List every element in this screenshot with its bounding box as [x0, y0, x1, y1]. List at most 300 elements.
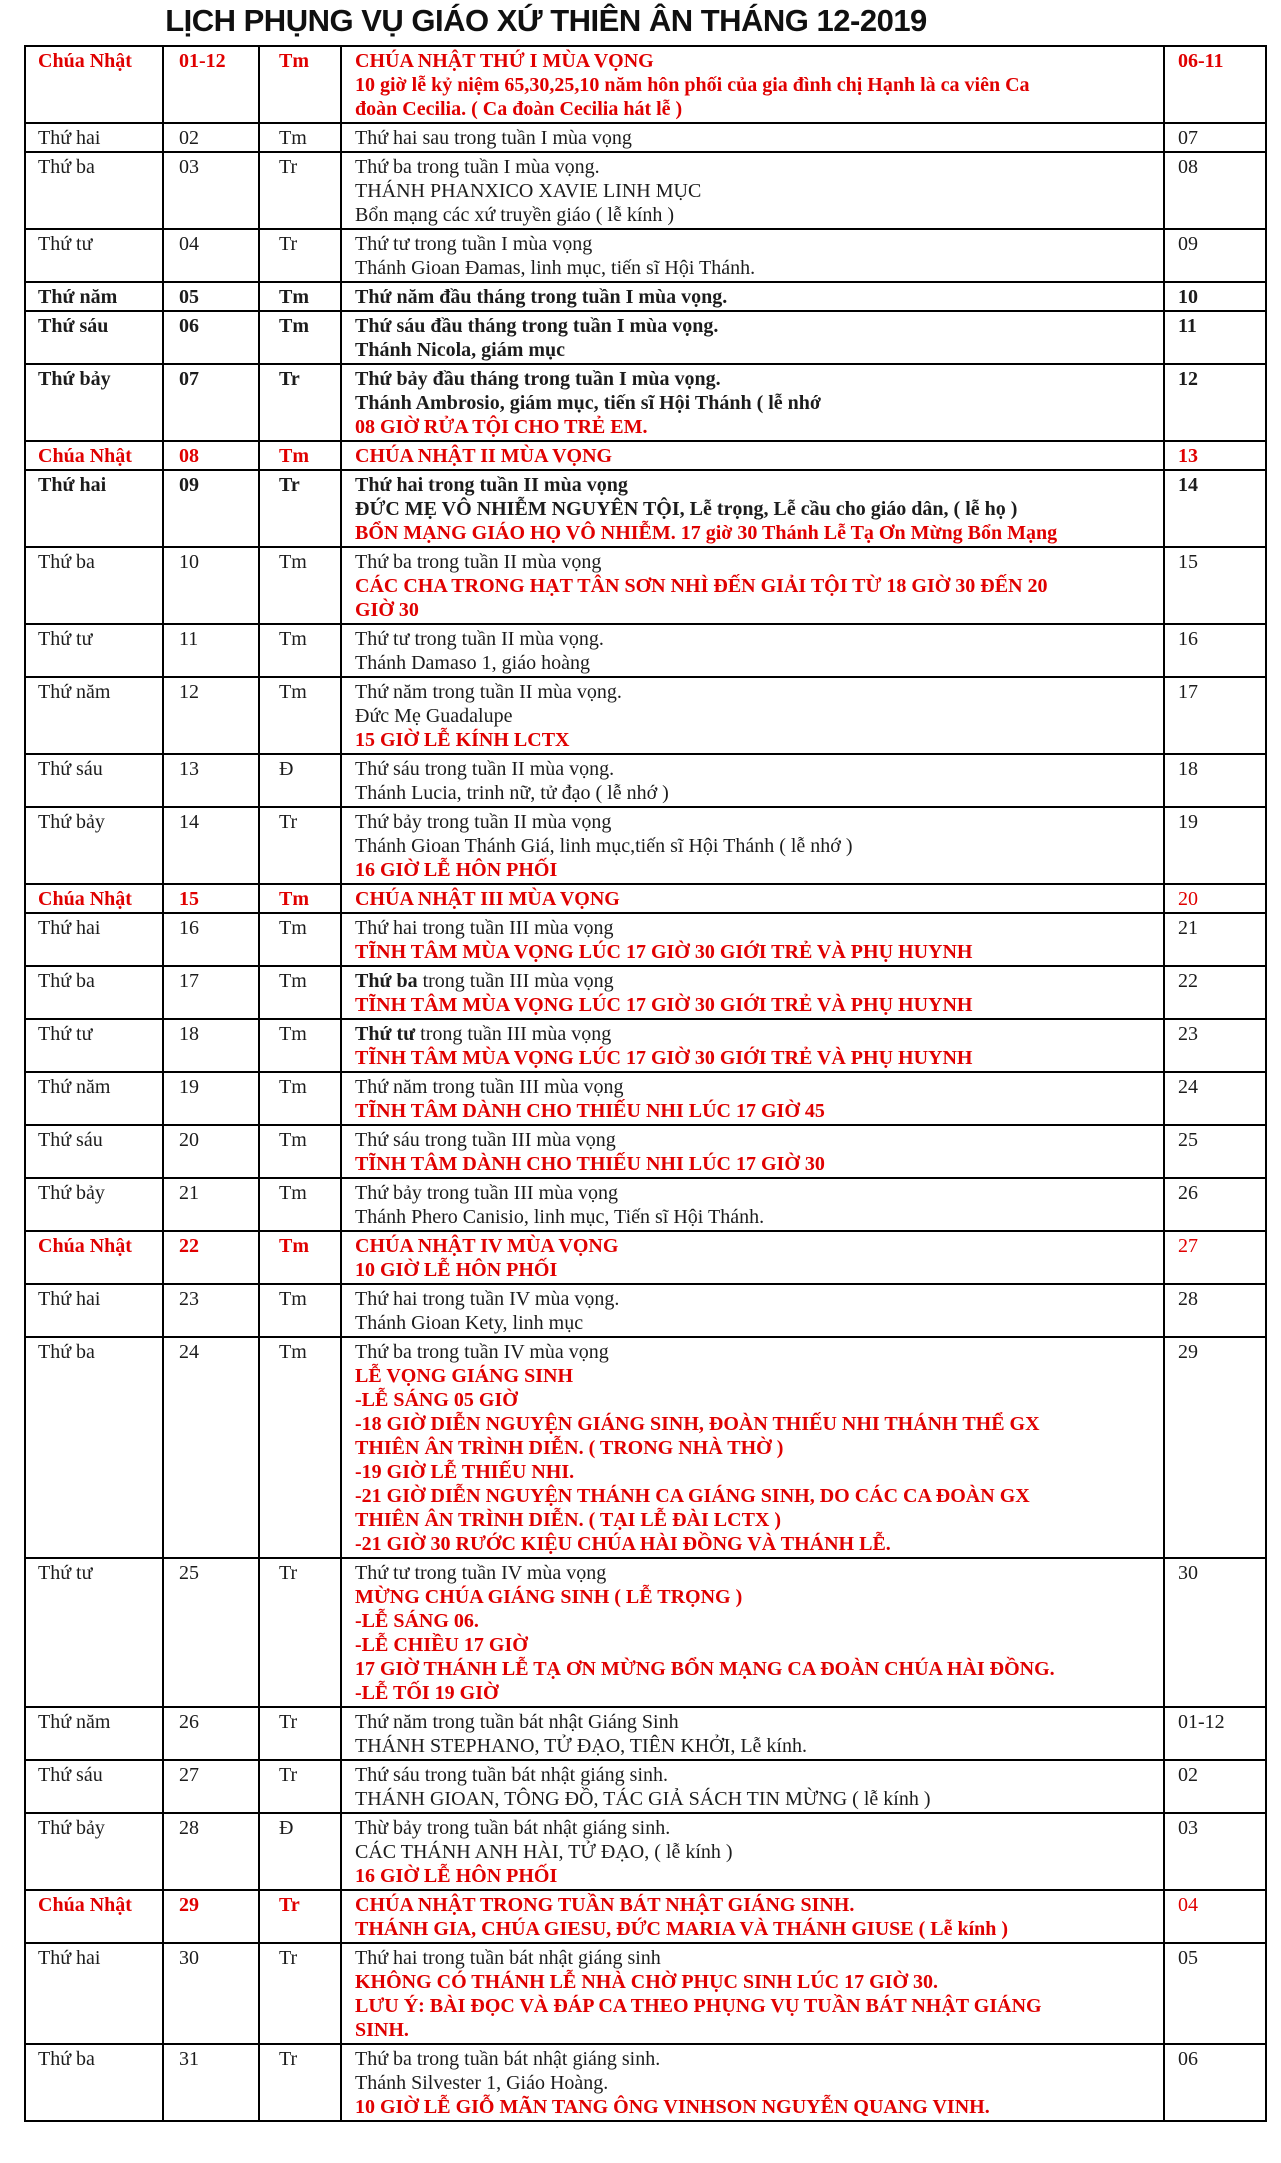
color-code-cell	[259, 1943, 341, 2044]
day-cell	[25, 884, 163, 913]
text-run: Tm	[279, 888, 309, 910]
description-line	[355, 1508, 1159, 1532]
table-row	[25, 1337, 1266, 1558]
text-run: MỪNG CHÚA GIÁNG SINH ( LỄ TRỌNG )	[355, 1586, 743, 1608]
description-cell	[341, 282, 1164, 311]
text-run: -18 GIỜ DIỄN NGUYỆN GIÁNG SINH, ĐOÀN THIẾU NHI THÁNH THỂ GX	[355, 1413, 1040, 1435]
table-row	[25, 1231, 1266, 1284]
text-run: Thứ ba	[38, 1341, 95, 1363]
text-run: 23	[1178, 1023, 1198, 1045]
color-code-cell	[259, 913, 341, 966]
text-run: LỄ VỌNG GIÁNG SINH	[355, 1365, 574, 1387]
day-cell	[25, 1558, 163, 1707]
text-run: 28	[1178, 1288, 1198, 1310]
date-cell	[163, 754, 259, 807]
text-run: Tm	[279, 315, 309, 337]
color-code-cell	[259, 1284, 341, 1337]
text-run: 03	[179, 156, 199, 178]
description-cell	[341, 1890, 1164, 1943]
description-line	[355, 1340, 1159, 1364]
text-run: TĨNH TÂM MÙA VỌNG LÚC 17 GIỜ 30 GIỚI TRẺ VÀ PHỤ HUYNH	[355, 994, 973, 1016]
text-run: Chúa Nhật	[38, 50, 132, 72]
text-run: 19	[1178, 811, 1198, 833]
description-line	[355, 232, 1159, 256]
text-run: Tr	[279, 156, 298, 178]
description-line	[355, 574, 1159, 598]
text-run: Tm	[279, 970, 307, 992]
text-run: 05	[1178, 1947, 1198, 1969]
text-run: Đ	[279, 1817, 294, 1839]
text-run: 12	[179, 681, 199, 703]
text-run: Tm	[279, 1235, 309, 1257]
text-run: CHÚA NHẬT THỨ I MÙA VỌNG	[355, 50, 654, 72]
text-run: GIỜ 30	[355, 599, 419, 621]
text-run: Thứ sáu trong tuần II mùa vọng.	[355, 758, 615, 780]
text-run: CHÚA NHẬT II MÙA VỌNG	[355, 445, 613, 467]
text-run: 10	[179, 551, 199, 573]
text-run: Thánh Gioan Kety, linh mục	[355, 1312, 584, 1334]
text-run: Thánh Gioan Thánh Giá, linh mục,tiến sĩ Hội Thánh ( lễ nhớ )	[355, 835, 853, 857]
description-line	[355, 781, 1159, 805]
text-run: Thứ bảy	[38, 1817, 105, 1839]
description-line	[355, 1561, 1159, 1585]
date-cell	[163, 123, 259, 152]
day-cell	[25, 364, 163, 441]
text-run: 27	[1178, 1235, 1198, 1257]
date-cell	[163, 1943, 259, 2044]
description-line	[355, 1609, 1159, 1633]
lunar-date-cell	[1164, 1231, 1266, 1284]
description-line	[355, 415, 1159, 439]
text-run: Thứ tư	[38, 628, 93, 650]
text-run: Thứ sáu	[38, 758, 103, 780]
text-run: 07	[179, 368, 199, 390]
table-row	[25, 1558, 1266, 1707]
day-cell	[25, 46, 163, 123]
description-line	[355, 1840, 1159, 1864]
description-cell	[341, 311, 1164, 364]
text-run: 07	[1178, 127, 1198, 149]
color-code-cell	[259, 1125, 341, 1178]
color-code-cell	[259, 46, 341, 123]
text-run: CHÚA NHẬT IV MÙA VỌNG	[355, 1235, 619, 1257]
text-run: -LỄ CHIỀU 17 GIỜ	[355, 1634, 528, 1656]
description-cell	[341, 1125, 1164, 1178]
color-code-cell	[259, 1813, 341, 1890]
description-line	[355, 1412, 1159, 1436]
lunar-date-cell	[1164, 1284, 1266, 1337]
description-line	[355, 1181, 1159, 1205]
table-row	[25, 754, 1266, 807]
description-cell	[341, 1943, 1164, 2044]
description-line	[355, 1287, 1159, 1311]
description-cell	[341, 1813, 1164, 1890]
text-run: Thứ hai	[38, 127, 101, 149]
day-cell	[25, 1943, 163, 2044]
text-run: 10 GIỜ LỄ HÔN PHỐI	[355, 1259, 558, 1281]
description-line	[355, 2095, 1159, 2119]
description-line	[355, 126, 1159, 150]
lunar-date-cell	[1164, 913, 1266, 966]
text-run: 27	[179, 1764, 199, 1786]
text-run: Thứ bảy đầu tháng trong tuần I mùa vọng.	[355, 368, 721, 390]
description-line	[355, 203, 1159, 227]
text-run: Tm	[279, 50, 309, 72]
day-cell	[25, 229, 163, 282]
table-row	[25, 547, 1266, 624]
text-run: 24	[1178, 1076, 1198, 1098]
text-run: 10 GIỜ LỄ GIỖ MÃN TANG ÔNG VINHSON NGUYỄN QUANG VINH.	[355, 2096, 990, 2118]
table-row	[25, 46, 1266, 123]
description-line	[355, 1022, 1159, 1046]
text-run: CÁC CHA TRONG HẠT TÂN SƠN NHÌ ĐẾN GIẢI TỘI TỪ 18 GIỜ 30 ĐẾN 20	[355, 575, 1048, 597]
text-run: 16	[179, 917, 199, 939]
text-run: Thứ bảy	[38, 1182, 105, 1204]
text-run: Thứ tư	[38, 1023, 93, 1045]
description-cell	[341, 966, 1164, 1019]
text-run: Thứ ba trong tuần II mùa vọng	[355, 551, 602, 573]
text-run: -21 GIỜ 30 RƯỚC KIỆU CHÚA HÀI ĐỒNG VÀ THÁNH LỄ.	[355, 1533, 891, 1555]
text-run: BỔN MẠNG GIÁO HỌ VÔ NHIỄM. 17 giờ 30 Thánh Lễ Tạ Ơn Mừng Bổn Mạng	[355, 522, 1058, 544]
description-line	[355, 314, 1159, 338]
description-line	[355, 728, 1159, 752]
text-run: Thứ tư	[38, 1562, 93, 1584]
date-cell	[163, 1019, 259, 1072]
text-run: TĨNH TÂM DÀNH CHO THIẾU NHI LÚC 17 GIỜ 30	[355, 1153, 825, 1175]
lunar-date-cell	[1164, 966, 1266, 1019]
text-run: 06-11	[1178, 50, 1224, 72]
description-line	[355, 179, 1159, 203]
date-cell	[163, 913, 259, 966]
day-cell	[25, 1760, 163, 1813]
description-cell	[341, 1178, 1164, 1231]
text-run: 10	[1178, 286, 1198, 308]
description-line	[355, 1460, 1159, 1484]
color-code-cell	[259, 1231, 341, 1284]
text-run: 02	[179, 127, 199, 149]
lunar-date-cell	[1164, 364, 1266, 441]
text-run: Thứ hai trong tuần bát nhật giáng sinh	[355, 1947, 661, 1969]
date-cell	[163, 364, 259, 441]
text-run: THÁNH STEPHANO, TỬ ĐẠO, TIÊN KHỞI, Lễ kính.	[355, 1735, 807, 1757]
color-code-cell	[259, 624, 341, 677]
text-run: Tm	[279, 127, 307, 149]
day-cell	[25, 1019, 163, 1072]
description-cell	[341, 807, 1164, 884]
text-run: Chúa Nhật	[38, 445, 132, 467]
color-code-cell	[259, 1337, 341, 1558]
text-run: 16	[1178, 628, 1198, 650]
description-cell	[341, 1760, 1164, 1813]
color-code-cell	[259, 1072, 341, 1125]
text-run: Thứ năm	[38, 1076, 111, 1098]
day-cell	[25, 282, 163, 311]
date-cell	[163, 1813, 259, 1890]
color-code-cell	[259, 1558, 341, 1707]
text-run: 21	[1178, 917, 1198, 939]
day-cell	[25, 123, 163, 152]
description-cell	[341, 884, 1164, 913]
color-code-cell	[259, 2044, 341, 2121]
text-run: 25	[1178, 1129, 1198, 1151]
description-line	[355, 680, 1159, 704]
text-run: Thứ bảy trong tuần III mùa vọng	[355, 1182, 618, 1204]
date-cell	[163, 229, 259, 282]
text-run: 30	[179, 1947, 199, 1969]
lunar-date-cell	[1164, 1337, 1266, 1558]
text-run: Tr	[279, 2048, 298, 2070]
text-run: Bổn mạng các xứ truyền giáo ( lễ kính )	[355, 204, 675, 226]
lunar-date-cell	[1164, 884, 1266, 913]
description-line	[355, 73, 1159, 97]
text-run: ĐỨC MẸ VÔ NHIỄM NGUYÊN TỘI, Lễ trọng, Lễ cầu cho giáo dân, ( lễ họ )	[355, 498, 1018, 520]
text-run: Thứ sáu trong tuần III mùa vọng	[355, 1129, 616, 1151]
table-row	[25, 152, 1266, 229]
text-run: Thứ sáu trong tuần bát nhật giáng sinh.	[355, 1764, 669, 1786]
text-run: Thứ năm trong tuần II mùa vọng.	[355, 681, 622, 703]
text-run: Thứ tư trong tuần I mùa vọng	[355, 233, 593, 255]
text-run: 13	[179, 758, 199, 780]
text-run: Tr	[279, 1764, 298, 1786]
text-run: Thánh Lucia, trinh nữ, tử đạo ( lễ nhớ )	[355, 782, 669, 804]
description-line	[355, 97, 1159, 121]
text-run: Thứ năm trong tuần III mùa vọng	[355, 1076, 624, 1098]
description-line	[355, 49, 1159, 73]
lunar-date-cell	[1164, 282, 1266, 311]
description-line	[355, 1585, 1159, 1609]
description-line	[355, 757, 1159, 781]
text-run: Tm	[279, 1288, 307, 1310]
lunar-date-cell	[1164, 152, 1266, 229]
description-line	[355, 338, 1159, 362]
description-line	[355, 1970, 1159, 1994]
day-cell	[25, 1231, 163, 1284]
date-cell	[163, 1284, 259, 1337]
text-run: 17 GIỜ THÁNH LỄ TẠ ƠN MỪNG BỔN MẠNG CA ĐOÀN CHÚA HÀI ĐỒNG.	[355, 1658, 1055, 1680]
description-cell	[341, 123, 1164, 152]
text-run: THÁNH PHANXICO XAVIE LINH MỤC	[355, 180, 702, 202]
date-cell	[163, 807, 259, 884]
lunar-date-cell	[1164, 1813, 1266, 1890]
text-run: 01-12	[179, 50, 226, 72]
description-line	[355, 1046, 1159, 1070]
color-code-cell	[259, 229, 341, 282]
description-line	[355, 1234, 1159, 1258]
description-line	[355, 1994, 1159, 2018]
lunar-date-cell	[1164, 547, 1266, 624]
text-run: 15	[179, 888, 199, 910]
description-line	[355, 1152, 1159, 1176]
day-cell	[25, 1337, 163, 1558]
table-row	[25, 1890, 1266, 1943]
text-run: Tm	[279, 1023, 307, 1045]
description-line	[355, 627, 1159, 651]
text-run: Thứ hai	[38, 917, 101, 939]
text-run: 26	[1178, 1182, 1198, 1204]
calendar-body	[25, 46, 1266, 2121]
text-run: Thứ năm	[38, 286, 118, 308]
date-cell	[163, 2044, 259, 2121]
text-run: 22	[179, 1235, 199, 1257]
table-row	[25, 1019, 1266, 1072]
date-cell	[163, 311, 259, 364]
table-row	[25, 913, 1266, 966]
text-run: đoàn Cecilia. ( Ca đoàn Cecilia hát lễ )	[355, 98, 683, 120]
table-row	[25, 884, 1266, 913]
day-cell	[25, 547, 163, 624]
text-run: 15 GIỜ LỄ KÍNH LCTX	[355, 729, 570, 751]
text-run: 05	[179, 286, 199, 308]
text-run: 26	[179, 1711, 199, 1733]
date-cell	[163, 1072, 259, 1125]
description-line	[355, 1099, 1159, 1123]
text-run: SINH.	[355, 2019, 409, 2041]
text-run: CÁC THÁNH ANH HÀI, TỬ ĐẠO, ( lễ kính )	[355, 1841, 733, 1863]
text-run: Thứ ba	[38, 551, 95, 573]
text-run: Tm	[279, 445, 309, 467]
text-run: Chúa Nhật	[38, 1894, 132, 1916]
date-cell	[163, 1178, 259, 1231]
day-cell	[25, 1890, 163, 1943]
text-run: -21 GIỜ DIỄN NGUYỆN THÁNH CA GIÁNG SINH, DO CÁC CA ĐOÀN GX	[355, 1485, 1030, 1507]
table-row	[25, 807, 1266, 884]
date-cell	[163, 1707, 259, 1760]
color-code-cell	[259, 282, 341, 311]
description-cell	[341, 46, 1164, 123]
text-run: Thứ ba	[38, 2048, 95, 2070]
text-run: Tm	[279, 551, 307, 573]
table-row	[25, 441, 1266, 470]
color-code-cell	[259, 1760, 341, 1813]
day-cell	[25, 677, 163, 754]
description-cell	[341, 364, 1164, 441]
description-line	[355, 651, 1159, 675]
lunar-date-cell	[1164, 1125, 1266, 1178]
text-run: trong tuần III mùa vọng	[415, 1023, 612, 1045]
description-line	[355, 1710, 1159, 1734]
text-run: 18	[1178, 758, 1198, 780]
text-run: Thứ năm	[38, 1711, 111, 1733]
color-code-cell	[259, 1890, 341, 1943]
lunar-date-cell	[1164, 229, 1266, 282]
text-run: CHÚA NHẬT TRONG TUẦN BÁT NHẬT GIÁNG SINH.	[355, 1894, 855, 1916]
text-run: 31	[179, 2048, 199, 2070]
text-run: Tr	[279, 368, 300, 390]
text-run: 14	[179, 811, 199, 833]
day-cell	[25, 311, 163, 364]
description-line	[355, 1532, 1159, 1556]
description-line	[355, 1864, 1159, 1888]
lunar-date-cell	[1164, 123, 1266, 152]
lunar-date-cell	[1164, 624, 1266, 677]
text-run: 03	[1178, 1817, 1198, 1839]
day-cell	[25, 807, 163, 884]
description-cell	[341, 470, 1164, 547]
table-row	[25, 1813, 1266, 1890]
description-line	[355, 1128, 1159, 1152]
date-cell	[163, 441, 259, 470]
day-cell	[25, 470, 163, 547]
date-cell	[163, 1890, 259, 1943]
day-cell	[25, 1813, 163, 1890]
text-run: 02	[1178, 1764, 1198, 1786]
text-run: 17	[1178, 681, 1198, 703]
description-cell	[341, 547, 1164, 624]
text-run: TĨNH TÂM DÀNH CHO THIẾU NHI LÚC 17 GIỜ 45	[355, 1100, 825, 1122]
description-cell	[341, 1337, 1164, 1558]
color-code-cell	[259, 123, 341, 152]
description-cell	[341, 913, 1164, 966]
text-run: Chúa Nhật	[38, 888, 132, 910]
description-cell	[341, 1072, 1164, 1125]
lunar-date-cell	[1164, 1890, 1266, 1943]
description-line	[355, 1258, 1159, 1282]
description-line	[355, 444, 1159, 468]
text-run: Thánh Gioan Đamas, linh mục, tiến sĩ Hội Thánh.	[355, 257, 756, 279]
text-run: 15	[1178, 551, 1198, 573]
text-run: 06	[179, 315, 199, 337]
text-run: Thánh Silvester 1, Giáo Hoàng.	[355, 2072, 609, 2094]
description-cell	[341, 152, 1164, 229]
date-cell	[163, 152, 259, 229]
text-run: Thứ tư	[38, 233, 93, 255]
text-run: 04	[1178, 1894, 1198, 1916]
description-line	[355, 1484, 1159, 1508]
text-run: Thánh Phero Canisio, linh mục, Tiến sĩ Hội Thánh.	[355, 1206, 765, 1228]
text-run: Thứ ba	[38, 156, 95, 178]
text-run: 21	[179, 1182, 199, 1204]
text-run: Chúa Nhật	[38, 1235, 132, 1257]
date-cell	[163, 282, 259, 311]
lunar-date-cell	[1164, 1943, 1266, 2044]
description-line	[355, 256, 1159, 280]
date-cell	[163, 624, 259, 677]
table-row	[25, 1760, 1266, 1813]
description-cell	[341, 1558, 1164, 1707]
text-run: 13	[1178, 445, 1198, 467]
text-run: 08	[179, 445, 199, 467]
date-cell	[163, 46, 259, 123]
table-row	[25, 677, 1266, 754]
description-line	[355, 940, 1159, 964]
description-line	[355, 521, 1159, 545]
text-run: Thứ bảy trong tuần II mùa vọng	[355, 811, 612, 833]
date-cell	[163, 1231, 259, 1284]
lunar-date-cell	[1164, 46, 1266, 123]
description-cell	[341, 677, 1164, 754]
text-run: Thứ ba	[38, 970, 95, 992]
text-run: 09	[1178, 233, 1198, 255]
text-run: Thứ ba	[355, 970, 418, 992]
date-cell	[163, 547, 259, 624]
text-run: Tm	[279, 1076, 307, 1098]
text-run: LƯU Ý: BÀI ĐỌC VÀ ĐÁP CA THEO PHỤNG VỤ TUẦN BÁT NHẬT GIÁNG	[355, 1995, 1042, 2017]
text-run: Thứ tư	[355, 1023, 416, 1045]
day-cell	[25, 441, 163, 470]
table-row	[25, 123, 1266, 152]
text-run: Thứ hai trong tuần IV mùa vọng.	[355, 1288, 620, 1310]
lunar-date-cell	[1164, 677, 1266, 754]
text-run: Tr	[279, 811, 298, 833]
text-run: Thứ ba trong tuần bát nhật giáng sinh.	[355, 2048, 661, 2070]
text-run: 06	[1178, 2048, 1198, 2070]
description-line	[355, 1311, 1159, 1335]
text-run: Tm	[279, 1341, 307, 1363]
text-run: 11	[179, 628, 199, 650]
color-code-cell	[259, 441, 341, 470]
color-code-cell	[259, 966, 341, 1019]
description-cell	[341, 624, 1164, 677]
